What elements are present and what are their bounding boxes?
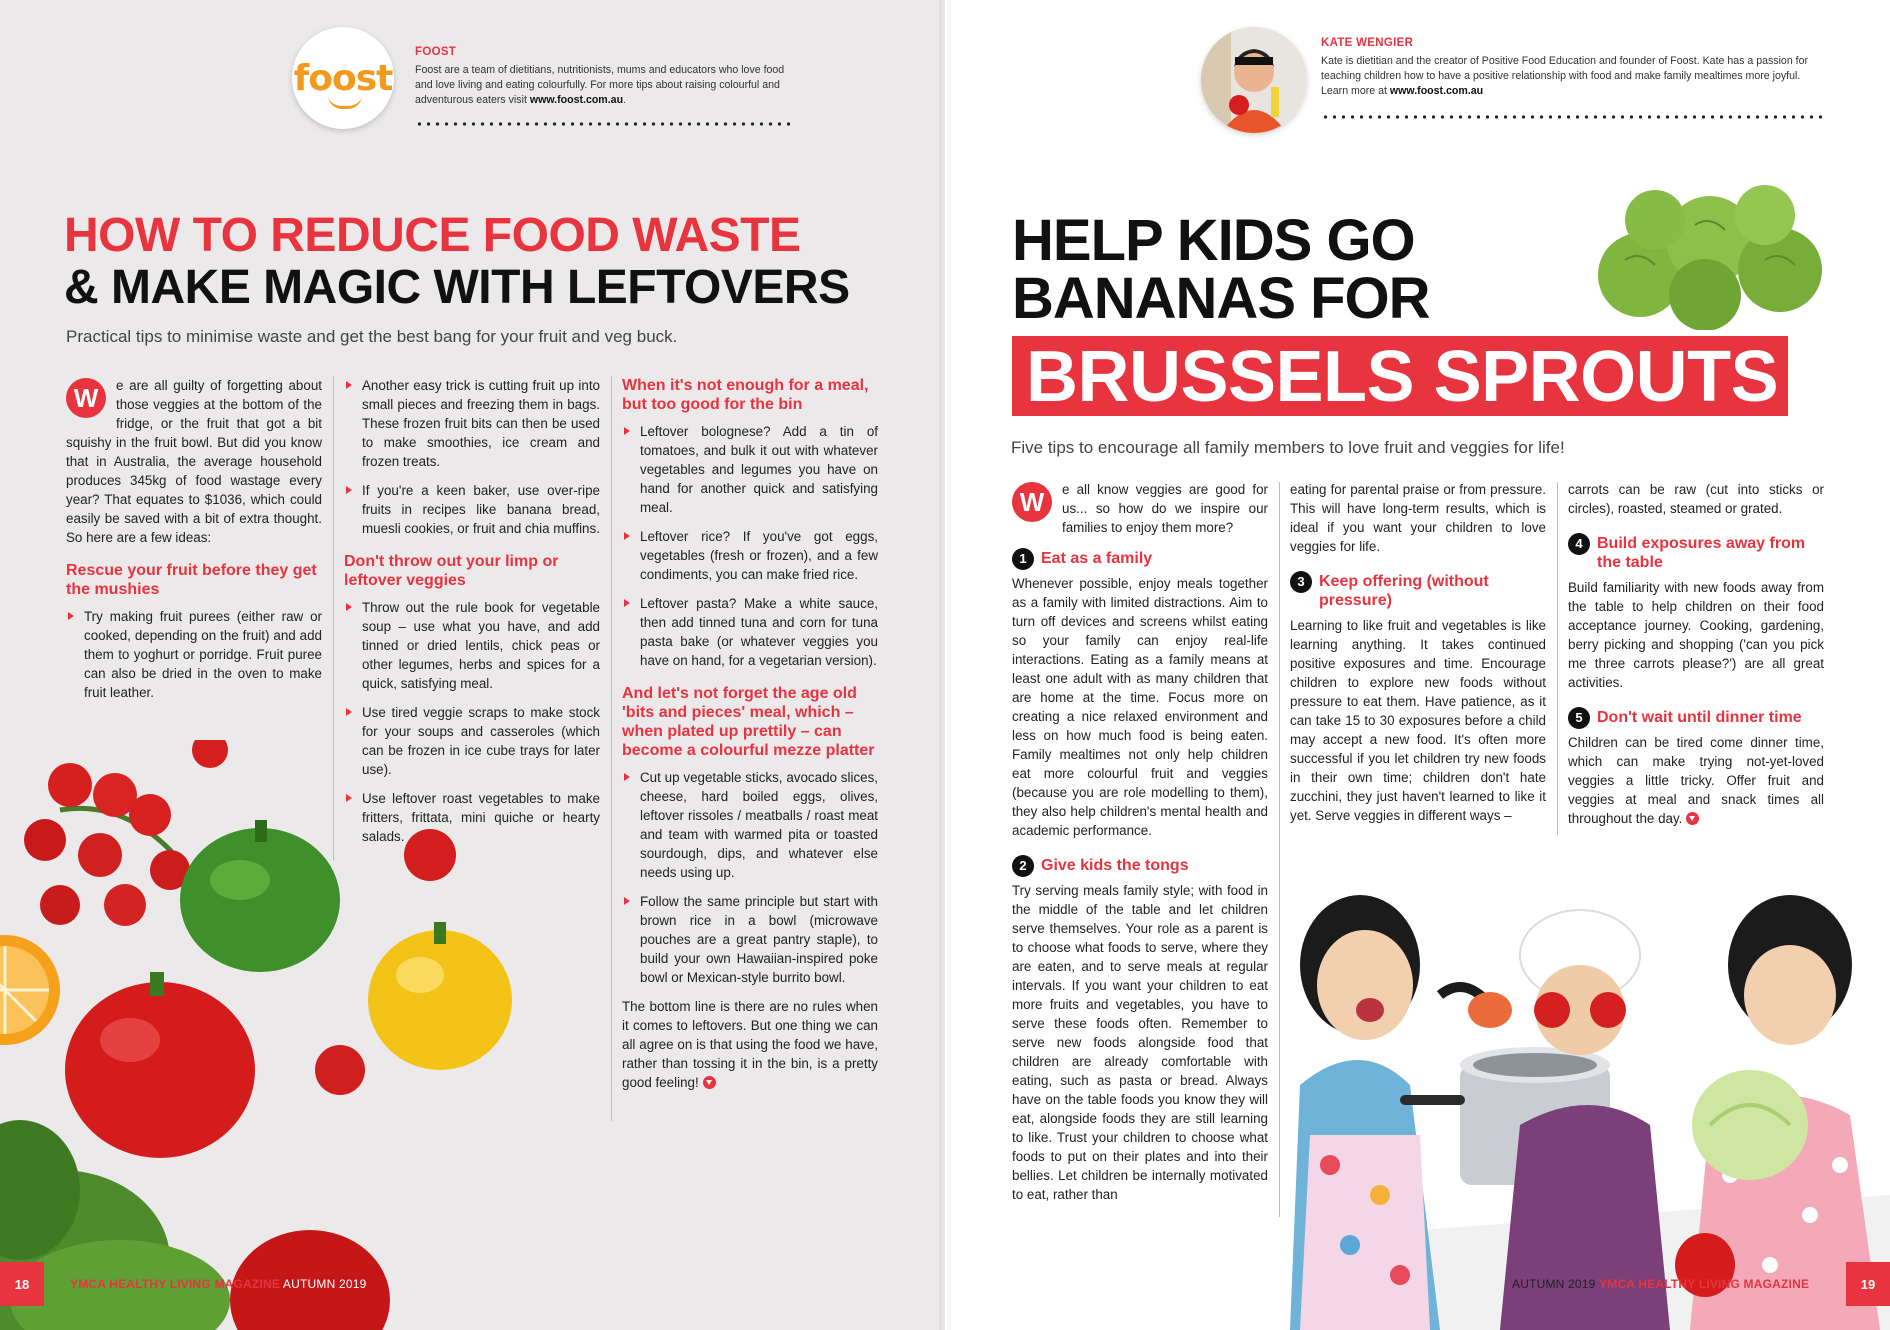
section-heading: Rescue your fruit before they get the mushies [66, 562, 317, 598]
tip-heading-3: 3 Keep offering (without pressure) [1290, 572, 1546, 610]
tip-body-1: Whenever possible, enjoy meals together as a family with limited distractions. Aim to turn off devices and screens whilst eating so your family can enjoy real-life interactions. Eating as a family means at least one adult with as many children that are home at the time. Focus more on creating a nice relaxed environment and less on how much food is being eaten. Family mealtimes not only help children eat more colourful fruit and veggies (because you are role modelling to them), they also help children's mental health and academic performance. [1012, 576, 1268, 838]
continued-paragraph: carrots can be raw (cut into sticks or circles), roasted, steamed or grated. [1568, 482, 1824, 516]
number-badge-5: 5 [1568, 707, 1590, 729]
foost-logo-text: foost [293, 57, 393, 99]
right-column-2 [1290, 480, 1546, 835]
tip-heading-1: 1 Eat as a family [1012, 549, 1268, 568]
tip-heading-4: 4 Build exposures away from the table [1568, 534, 1824, 572]
tip-heading-5: 5 Don't wait until dinner time [1568, 708, 1824, 727]
list-item: Leftover bolognese? Add a tin of tomatoes, and bulk it out with whatever vegetables and legumes you have on hand for another quick and satisfying meal. [622, 422, 878, 517]
tip-body-5: Children can be tired come dinner time, which can make trying not-yet-loved veggies a little tricky. Offer fruit and veggies at meal and snack times all throughout the day. [1568, 735, 1824, 826]
dotted-divider [1321, 115, 1826, 119]
orange-icon [0, 935, 60, 1045]
green-pepper-icon [180, 820, 340, 972]
author-bio: Foost are a team of dietitians, nutritionists, mums and educators who love food and love living and eating colourfully. For more tips about raising colourful and adventurous eaters visit www.foost.com.au. [415, 64, 785, 106]
list-item: Leftover pasta? Make a white sauce, then add tinned tuna and corn for tuna pasta bake (or whatever veggies you have on hand, for a vegetarian version). [622, 594, 878, 670]
author-url[interactable]: www.foost.com.au [1389, 85, 1484, 97]
magazine-name: YMCA HEALTHY LIVING MAGAZINE [1599, 1277, 1810, 1291]
author-name: FOOST [415, 46, 457, 58]
number-badge-3: 3 [1290, 571, 1312, 593]
section-heading: Don't throw out your limp or leftover veggies [344, 553, 559, 589]
right-column-3 [1568, 480, 1824, 838]
article-title-line1: HOW TO REDUCE FOOD WASTE [64, 209, 801, 262]
kate-portrait-icon [1201, 27, 1307, 133]
article-title-line2: & MAKE MAGIC WITH LEFTOVERS [64, 261, 850, 314]
tip-body-2: Try serving meals family style; with food in the middle of the table and let children serve themselves. Your role as a parent is to choose what foods to serve, where they are eaten, and to serve meals at regular intervals. If you want your children to eat more fruits and vegetables, you have to serve these foods often. Remember to serve new foods alongside food that children are already comfortable with eating, such as pasta or bread. Always have on the table foods you know they will eat, alongside foods they are still learning to like. Trust your children to choose what foods to put on their plates and into their bellies. Let children be internally motivated to eat, rather than [1012, 883, 1268, 1202]
list-item: Follow the same principle but start with brown rice in a bowl (microwave pouches are a great pantry staple), to build your own Hawaiian-inspired poke bowl or Mexican-style burrito bowl. [622, 892, 878, 987]
intro-paragraph: W e are all guilty of forgetting about those veggies at the bottom of the fridge, or the fruit that got a bit squishy in the fruit bowl. But did you know that in Australia, the average household produces 345kg of food wastage every year? That equates to $1036, which could easily be saved with a bit of extra thought. So here are a few ideas: [66, 378, 322, 545]
magazine-name: YMCA HEALTHY LIVING MAGAZINE [70, 1277, 281, 1291]
list-item: Use tired veggie scraps to make stock for your soups and casseroles (which can be frozen in ice cube trays for later use). [344, 703, 600, 779]
author-name: KATE WENGIER [1321, 37, 1414, 49]
tip-list [344, 376, 600, 538]
title-banner-text: BRUSSELS SPROUTS [1026, 337, 1779, 417]
section-heading: And let's not forget the age old 'bits and pieces' meal, which – when plated up prettily – can become a colourful mezze platter [622, 685, 875, 759]
tip-list [622, 422, 878, 670]
ymca-end-icon [703, 1076, 716, 1089]
tip-body-3: Learning to like fruit and vegetables is like learning anything. It takes continued positive exposures and time. Encourage children to explore new foods without pressure to eat them. Have patience, as it can take 15 to 30 exposures before a child may accept a new food. It's often more successful if you let children try new foods in their own time; children don't hate zucchini, they just haven't learned to like it yet. Serve veggies in different ways – [1290, 618, 1546, 823]
yellow-pepper-icon [368, 922, 512, 1070]
continued-paragraph: eating for parental praise or from pressure. This will have long-term results, which is ideal if you want your children to love veggies for life. [1290, 482, 1546, 554]
page-spine [939, 0, 951, 1330]
issue-label: AUTUMN 2019 [282, 1277, 367, 1291]
dotted-divider [415, 122, 793, 126]
article-title [1012, 208, 1430, 331]
intro-paragraph: W e all know veggies are good for us... so how do we inspire our families to enjoy them more? [1012, 480, 1268, 537]
dropcap: W [1012, 482, 1052, 522]
left-column-3 [622, 362, 878, 1102]
number-badge-4: 4 [1568, 533, 1590, 555]
closing-paragraph: The bottom line is there are no rules when it comes to leftovers. But one thing we can all agree on is that using the food we have, rather than tossing it in the bin, is a pretty good feeling! [622, 999, 878, 1090]
left-footer [70, 1277, 366, 1291]
author-avatar [1201, 27, 1307, 133]
dropcap: W [66, 378, 106, 418]
tip-body-4: Build familiarity with new foods away from the table to help children on their food acceptance journey. Cooking, gardening, berry picking and shopping ('can you pick me three carrots please?') are all great activities. [1568, 580, 1824, 690]
list-item: Cut up vegetable sticks, avocado slices, cheese, hard boiled eggs, olives, leftover rissoles / meatballs / roast meat and team with warmed pita or toasted sourdough, dips, and whatever else needs using up. [622, 768, 878, 882]
page-number: 19 [1846, 1262, 1890, 1306]
list-item: Another easy trick is cutting fruit up into small pieces and freezing them in bags. These frozen fruit bits can then be used to make smoothies, ice cream and frozen treats. [344, 376, 600, 471]
number-badge-1: 1 [1012, 548, 1034, 570]
list-item: If you're a keen baker, use over-ripe fruits in recipes like banana bread, muesli cookies, or fruit and chia muffins. [344, 481, 600, 538]
right-column-1 [1012, 480, 1268, 1214]
article-standfirst: Five tips to encourage all family members to love fruit and veggies for life! [1011, 438, 1565, 457]
list-item: Try making fruit purees (either raw or cooked, depending on the fruit) and add them to yoghurt or porridge. Fruit puree can also be dried in the oven to make fruit leather. [66, 607, 322, 702]
article-standfirst: Practical tips to minimise waste and get the best bang for your fruit and veg buck. [66, 327, 678, 346]
page-number: 18 [0, 1262, 44, 1306]
article-title-line2: BANANAS FOR [1012, 266, 1430, 331]
author-url[interactable]: www.foost.com.au [529, 94, 624, 106]
ymca-end-icon [1686, 812, 1699, 825]
issue-label: AUTUMN 2019 [1512, 1277, 1596, 1291]
tip-list [66, 607, 322, 702]
list-item: Use leftover roast vegetables to make fritters, frittata, mini quiche or hearty salads. [344, 789, 600, 846]
list-item: Throw out the rule book for vegetable soup – use what you have, and add tinned or dried lentils, chick peas or other legumes, herbs and spices for a quick, satisfying meal. [344, 598, 600, 693]
column-divider [1557, 482, 1558, 837]
tip-heading-2: 2 Give kids the tongs [1012, 856, 1268, 875]
tip-list [622, 768, 878, 987]
brussels-sprouts-illustration [1585, 180, 1835, 330]
section-heading: When it's not enough for a meal, but too good for the bin [622, 377, 869, 413]
left-column-1 [66, 376, 322, 712]
foost-logo-smile-icon [328, 95, 362, 109]
author-bio: Kate is dietitian and the creator of Positive Food Education and founder of Foost. Kate has a passion for teaching children how to have a positive relationship with food and make family mealtimes more joyful. Learn more at www.foost.com.au [1321, 55, 1809, 97]
column-divider [1279, 482, 1280, 1217]
article-title-line1: HELP KIDS GO [1012, 208, 1415, 273]
right-footer [1512, 1277, 1809, 1291]
number-badge-2: 2 [1012, 855, 1034, 877]
vegetables-illustration [0, 740, 640, 1330]
kids-cooking-photo [1290, 835, 1890, 1330]
author-box-kate [1321, 36, 1826, 99]
article-title [64, 210, 850, 314]
author-box-foost [415, 45, 800, 108]
list-item: Leftover rice? If you've got eggs, vegetables (fresh or frozen), and a few condiments, you can make fried rice. [622, 527, 878, 584]
foost-logo [292, 27, 394, 129]
